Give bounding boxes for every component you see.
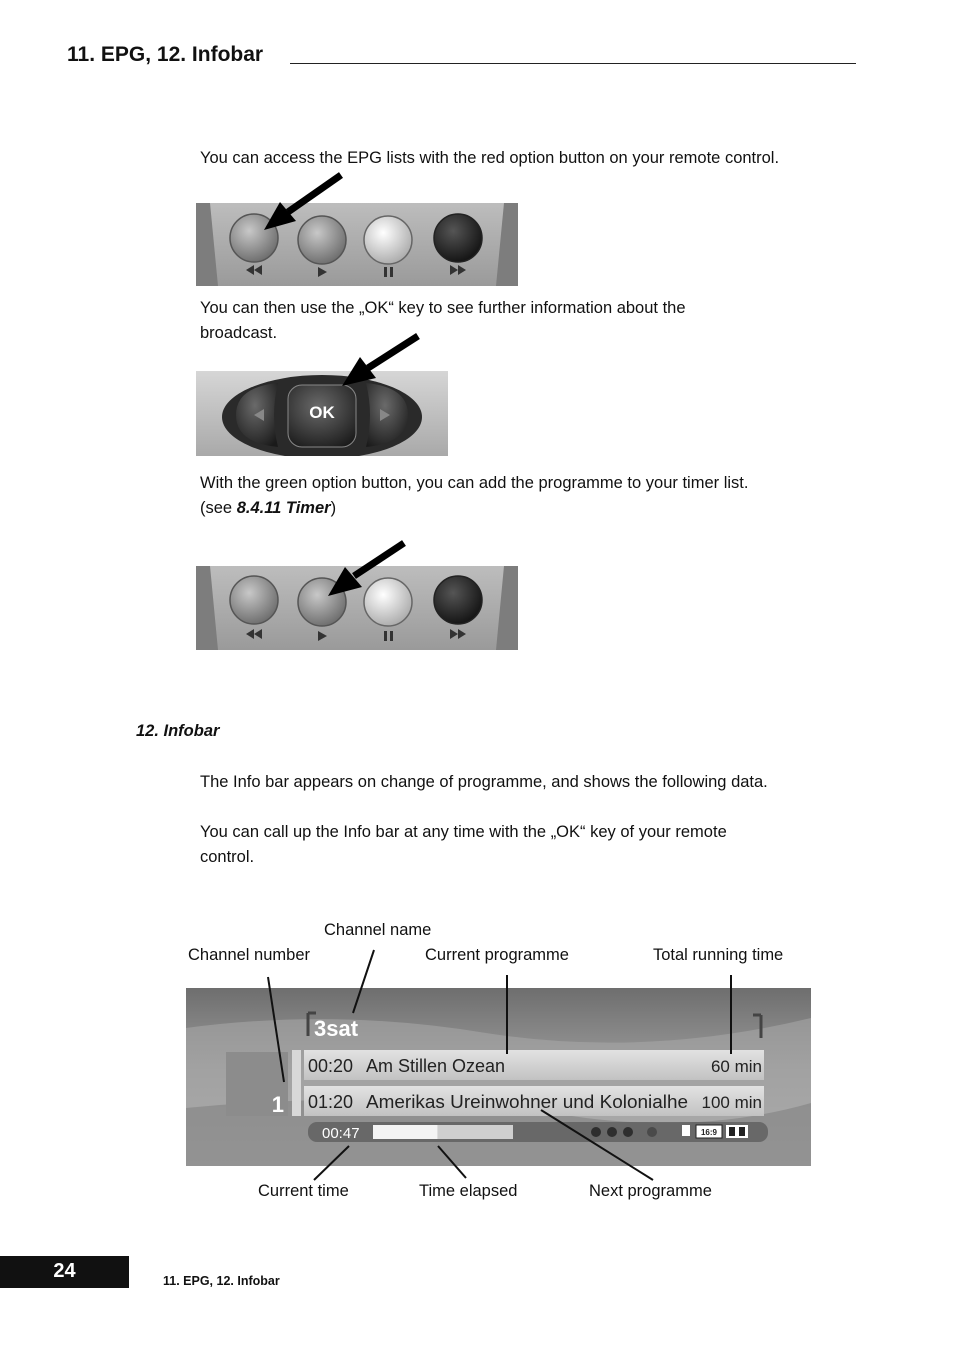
see-prefix: (see (200, 499, 237, 517)
screen-current-start: 00:20 (308, 1056, 354, 1076)
leader-time-elapsed (438, 1146, 466, 1178)
section-heading-infobar: 12. Infobar (136, 722, 220, 740)
screen-channel-name: 3sat (314, 1016, 359, 1041)
aspect-badge-label: 16:9 (700, 1128, 718, 1137)
epg-paragraph-3-line-1: With the green option button, you can add the programme to your timer list. (200, 474, 749, 492)
epg-paragraph-2-line-2: broadcast. (200, 324, 278, 342)
screen-next-title: Amerikas Ureinwohner und Kolonialhe (366, 1092, 688, 1112)
screen-current-title: Am Stillen Ozean (366, 1056, 506, 1076)
leader-next-programme (541, 1110, 653, 1180)
callout-time-elapsed: Time elapsed (419, 1182, 518, 1200)
ok-key-label: OK (309, 403, 335, 422)
infobar-paragraph-2-line-2: control. (200, 848, 255, 866)
screen-clock: 00:47 (322, 1125, 360, 1142)
see-suffix: ) (330, 499, 337, 517)
footer-section-title: 11. EPG, 12. Infobar (163, 1274, 280, 1288)
callout-channel-name: Channel name (324, 921, 432, 939)
timer-reference: 8.4.11 Timer (236, 499, 331, 517)
callout-current-time: Current time (258, 1182, 349, 1200)
infobar-paragraph-1: The Info bar appears on change of programme, and shows the following data. (200, 773, 768, 791)
screen-channel-number: 1 (271, 1092, 284, 1117)
leader-current-time (314, 1146, 349, 1180)
page-header-title: 11. EPG, 12. Infobar (67, 43, 264, 66)
epg-paragraph-1: You can access the EPG lists with the red option button on your remote control. (200, 149, 780, 167)
screen-next-duration: 100 min (701, 1093, 762, 1112)
callout-total-running-time: Total running time (653, 946, 784, 964)
leader-channel-name (353, 950, 374, 1013)
callout-channel-number: Channel number (188, 946, 310, 964)
callout-current-programme: Current programme (425, 946, 569, 964)
epg-paragraph-2-line-1: You can then use the „OK“ key to see further information about the (200, 299, 686, 317)
infobar-paragraph-2-line-1: You can call up the Info bar at any time with the „OK“ key of your remote (200, 823, 727, 841)
callout-next-programme: Next programme (589, 1182, 712, 1200)
screen-current-duration: 60 min (710, 1057, 762, 1076)
page-number: 24 (0, 1256, 129, 1288)
leader-channel-number (268, 977, 284, 1082)
screen-next-start: 01:20 (308, 1092, 354, 1112)
